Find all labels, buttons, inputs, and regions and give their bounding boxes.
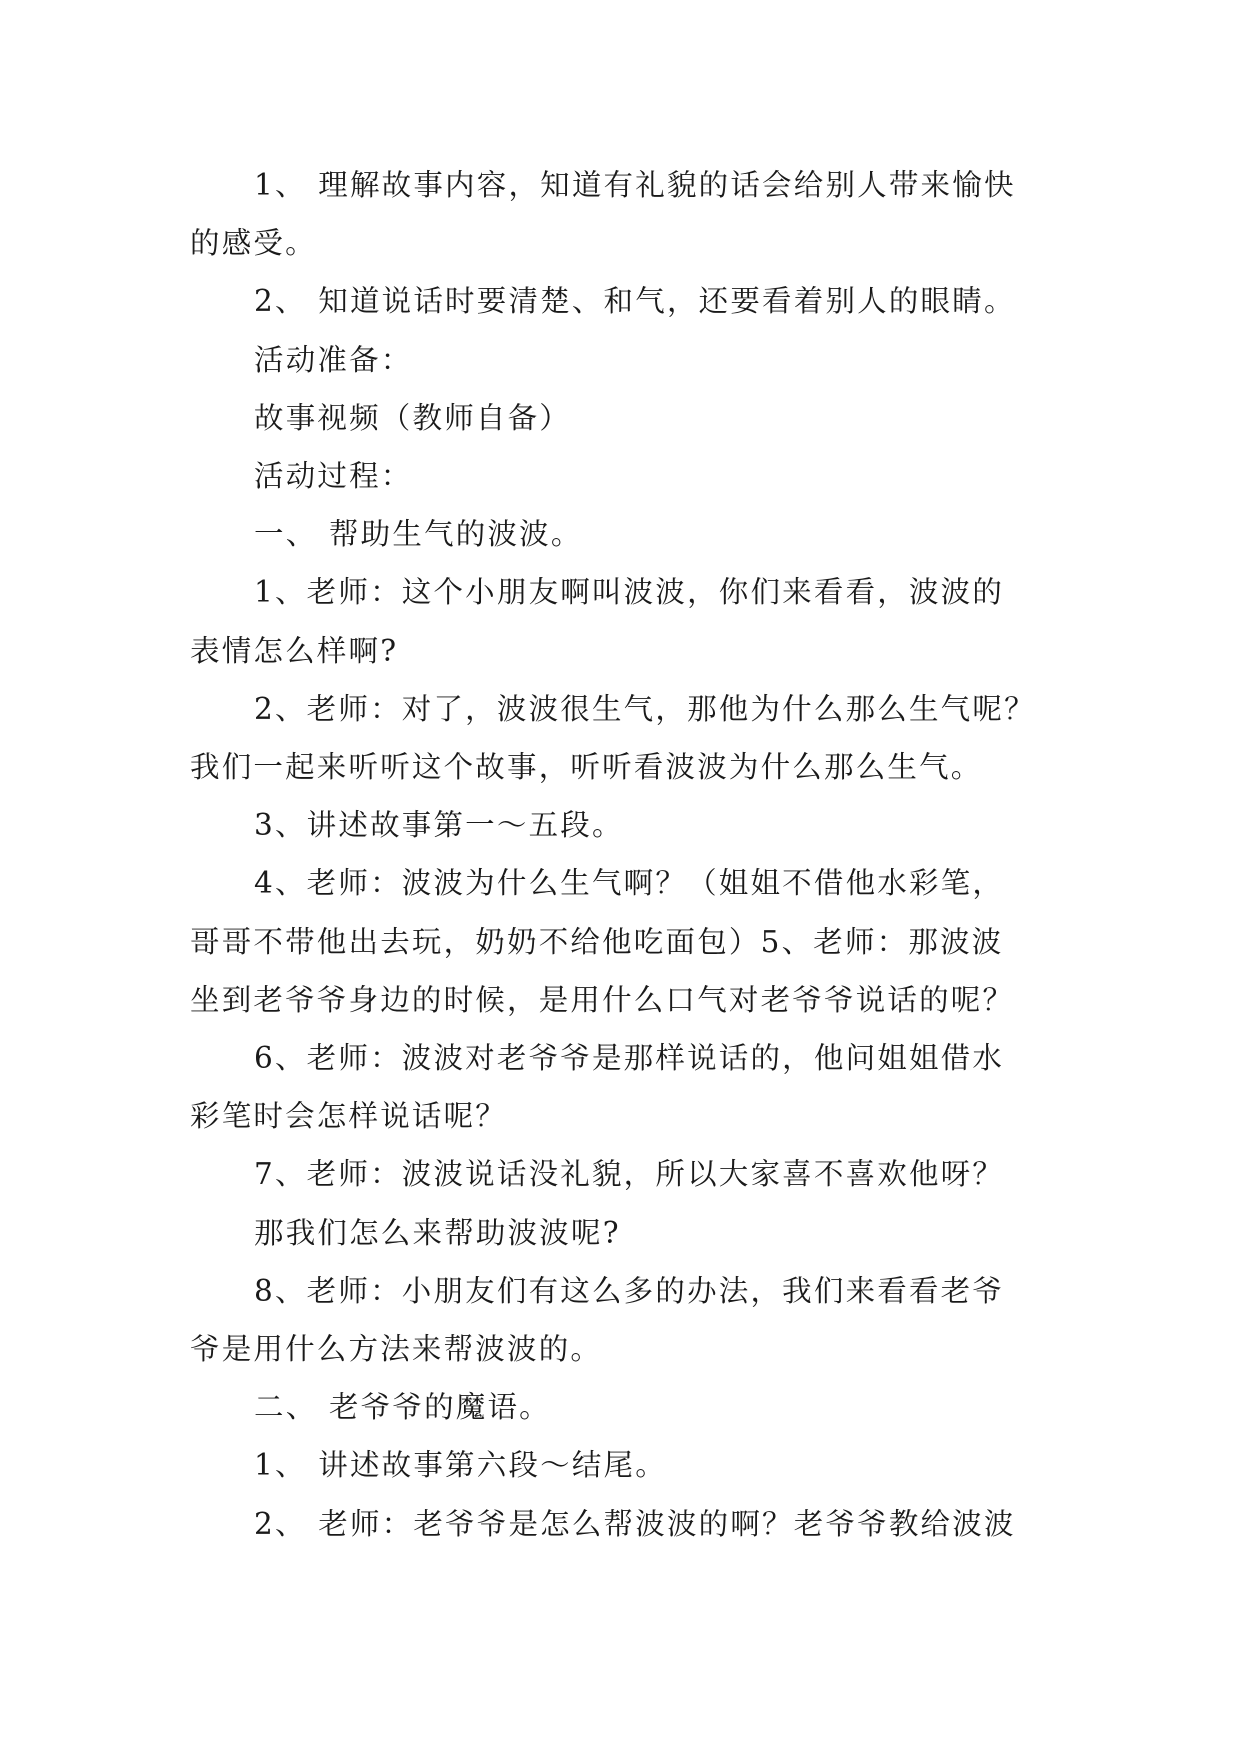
text-line: 2、 老师：老爷爷是怎么帮波波的啊？老爷爷教给波波 [254, 1506, 1016, 1541]
text-line: 6、老师：波波对老爷爷是那样说话的，他问姐姐借水 [254, 1041, 1005, 1076]
text-line: 坐到老爷爷身边的时候，是用什么口气对老爷爷说话的呢？ [190, 982, 1015, 1017]
text-line: 的感受。 [190, 226, 317, 261]
text-line: 彩笔时会怎样说话呢？ [190, 1099, 508, 1134]
text-line: 我们一起来听听这个故事，听听看波波为什么那么生气。 [190, 750, 983, 785]
text-line: 4、老师：波波为什么生气啊？（姐姐不借他水彩笔， [254, 866, 1005, 901]
text-line: 故事视频（教师自备） [254, 400, 572, 435]
section-heading: 活动准备： [254, 342, 413, 377]
section-heading: 一、 帮助生气的波波。 [254, 517, 583, 552]
text-line: 8、老师：小朋友们有这么多的办法，我们来看看老爷 [254, 1273, 1005, 1308]
text-line: 表情怎么样啊? [190, 633, 399, 668]
document-body [190, 156, 1090, 1553]
text-line: 那我们怎么来帮助波波呢? [254, 1215, 621, 1250]
text-line: 1、 理解故事内容，知道有礼貌的话会给别人带来愉快 [254, 168, 1016, 202]
text-line: 哥哥不带他出去玩，奶奶不给他吃面包）5、老师：那波波 [190, 924, 1004, 959]
text-line: 3、讲述故事第一～五段。 [254, 808, 624, 843]
text-line: 2、 知道说话时要清楚、和气，还要看着别人的眼睛。 [254, 284, 1016, 319]
section-heading: 活动过程： [254, 459, 413, 494]
text-line: 爷是用什么方法来帮波波的。 [190, 1332, 603, 1367]
text-line: 7、老师：波波说话没礼貌，所以大家喜不喜欢他呀？ [254, 1157, 1005, 1192]
text-line: 1、 讲述故事第六段～结尾。 [254, 1448, 667, 1483]
text-line: 1、老师：这个小朋友啊叫波波，你们来看看，波波的 [254, 575, 1005, 610]
text-line: 2、老师：对了，波波很生气，那他为什么那么生气呢？ [254, 691, 1036, 726]
section-heading: 二、 老爷爷的魔语。 [254, 1390, 551, 1425]
